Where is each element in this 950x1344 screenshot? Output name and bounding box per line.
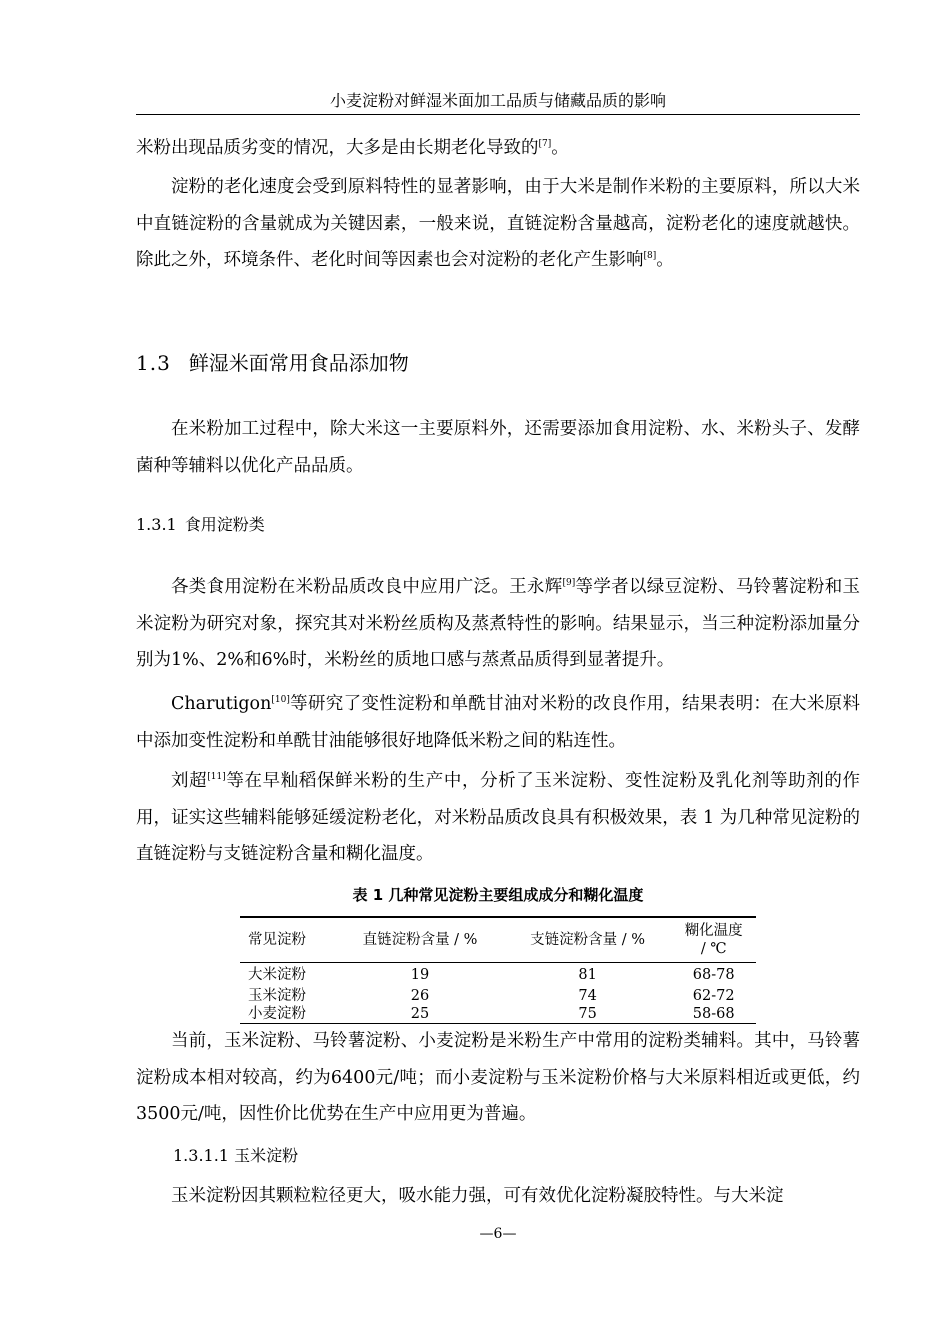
table-cell: 小麦淀粉	[248, 1006, 306, 1022]
subsection-heading	[136, 512, 265, 538]
citation-ref: [7]	[538, 139, 552, 149]
paragraph-head: 各类食用淀粉在米粉品质改良中应用广泛。王永辉	[171, 577, 563, 597]
section-number: 1.3	[136, 351, 171, 375]
table-cell: 26	[410, 988, 430, 1004]
table-cell: 58-68	[692, 1006, 735, 1022]
subsection-number: 1.3.1	[136, 515, 177, 534]
subsubsection-heading: 1.3.1.1 玉米淀粉	[173, 1146, 299, 1165]
table-cell: 81	[578, 967, 597, 983]
paragraph-head: Charutigon	[171, 694, 272, 714]
paragraph-additives: 在米粉加工过程中，除大米这一主要原料外，还需要添加食用淀粉、水、米粉头子、发酵菌种等辅料以优化产品品质。	[136, 419, 860, 476]
section-title: 鲜湿米面常用食品添加物	[188, 351, 409, 375]
paragraph-text: 等学者以绿豆淀粉、马铃薯淀粉和玉米淀粉为研究对象，探究其对米粉丝质构及蒸煮特性的影响。结果显示，当三种淀粉添加量分别为1%、2%和6%时，米粉丝的质地口感与蒸煮品质得到显著提升。	[136, 577, 861, 670]
paragraph-text: 等在早籼稻保鲜米粉的生产中，分析了玉米淀粉、变性淀粉及乳化剂等助剂的作用，证实这些辅料能够延缓淀粉老化，对米粉品质改良具有积极效果，表 1 为几种常见淀粉的直链淀粉与支链淀粉含量和糊化温度。	[136, 771, 861, 864]
citation-ref: [8]	[643, 251, 657, 261]
paragraph-tail: 。	[656, 250, 674, 270]
section-heading	[136, 348, 409, 378]
paragraph-wang	[136, 569, 860, 679]
table-cell: 75	[578, 1006, 597, 1022]
table-row	[240, 987, 756, 1005]
column-header-unit: / ℃	[700, 941, 727, 957]
column-header: 支链淀粉含量 / %	[530, 932, 646, 948]
column-header: 直链淀粉含量 / %	[362, 932, 478, 948]
paragraph-corn-starch: 玉米淀粉因其颗粒粒径更大，吸水能力强，可有效优化淀粉凝胶特性。与大米淀	[171, 1186, 784, 1206]
page-number: —6—	[479, 1226, 517, 1242]
subsection-title: 食用淀粉类	[184, 515, 265, 534]
table-cell: 74	[578, 988, 597, 1004]
paragraph-charutigon	[136, 686, 860, 759]
table-cell: 25	[410, 1006, 430, 1022]
table-row	[240, 1005, 756, 1024]
paragraph-liu	[136, 763, 860, 873]
starch-table	[240, 916, 756, 1024]
paragraph-text: 等研究了变性淀粉和单酰甘油对米粉的改良作用，结果表明：在大米原料中添加变性淀粉和单酰甘油能够很好地降低米粉之间的粘连性。	[136, 694, 860, 751]
table-cell: 62-72	[692, 988, 735, 1004]
citation-ref: [11]	[207, 772, 226, 782]
table-cell: 19	[410, 967, 430, 983]
paragraph-head: 刘超	[171, 771, 208, 791]
table-header-row	[240, 917, 756, 963]
table-caption: 表 1 几种常见淀粉主要组成成分和糊化温度	[352, 886, 644, 904]
page-header: 小麦淀粉对鲜湿米面加工品质与储藏品质的影响	[329, 91, 666, 110]
paragraph-tail: 。	[551, 138, 569, 158]
column-header	[671, 917, 756, 963]
paragraph-text: 米粉出现品质劣变的情况，大多是由长期老化导致的	[136, 138, 539, 158]
citation-ref: [9]	[562, 578, 576, 588]
table-cell: 68-78	[692, 967, 735, 983]
paragraph-aging	[136, 169, 860, 279]
header-divider	[136, 114, 860, 115]
citation-ref: [10]	[271, 695, 290, 705]
table-cell: 玉米淀粉	[248, 988, 306, 1004]
paragraph-continued	[136, 130, 860, 167]
table-row	[240, 963, 756, 988]
column-header-line: 糊化温度	[684, 923, 743, 939]
paragraph-text: 淀粉的老化速度会受到原料特性的显著影响，由于大米是制作米粉的主要原料，所以大米中直链淀粉的含量就成为关键因素，一般来说，直链淀粉含量越高，淀粉老化的速度就越快。除此之外，环境条件、老化时间等因素也会对淀粉的老化产生影响	[136, 177, 860, 270]
table-cell: 大米淀粉	[248, 967, 306, 983]
column-header: 常见淀粉	[248, 932, 306, 948]
paragraph-cost: 当前，玉米淀粉、马铃薯淀粉、小麦淀粉是米粉生产中常用的淀粉类辅料。其中，马铃薯淀粉成本相对较高，约为6400元/吨；而小麦淀粉与玉米淀粉价格与大米原料相近或更低，约3500元/吨，因性价比优势在生产中应用更为普遍。	[136, 1031, 860, 1124]
